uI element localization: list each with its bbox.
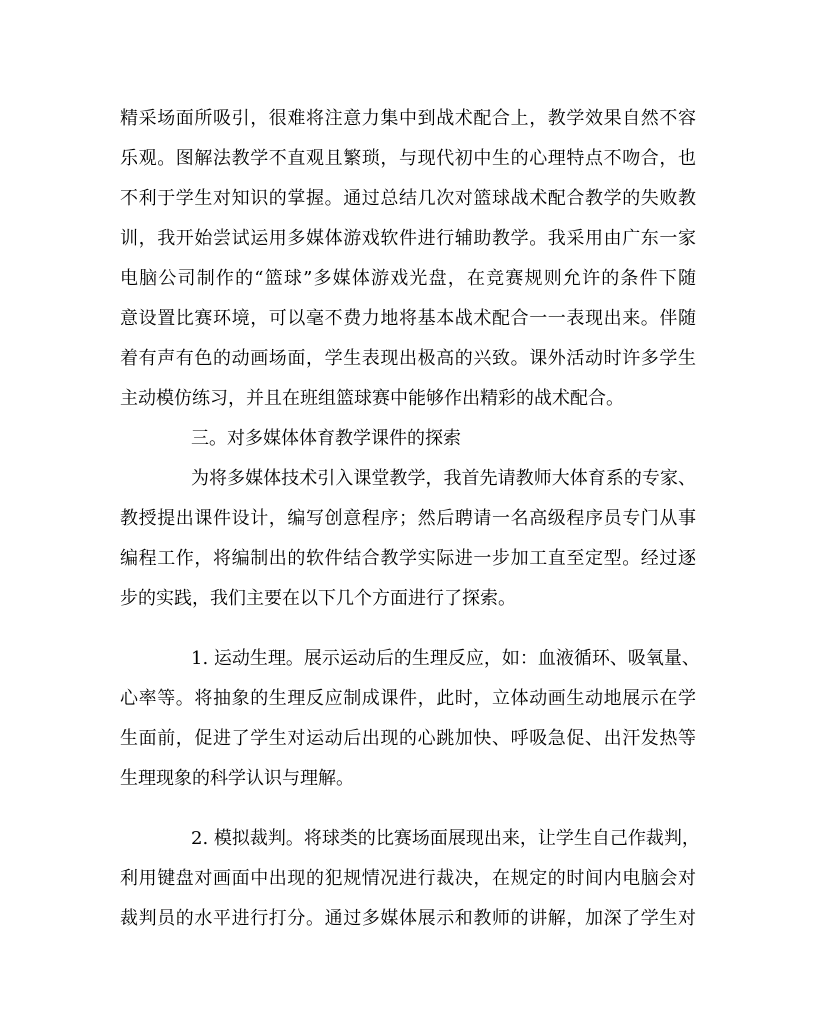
paragraph-line: 步的实践，我们主要在以下几个方面进行了探索。 xyxy=(120,588,516,609)
paragraph-line: 着有声有色的动画场面，学生表现出极高的兴致。课外活动时许多学生 xyxy=(120,348,696,369)
paragraph-line: 生理现象的科学认识与理解。 xyxy=(120,768,354,789)
paragraph-line: 编程工作，将编制出的软件结合教学实际进一步加工直至定型。经过逐 xyxy=(120,548,696,569)
paragraph-line: 为将多媒体技术引入课堂教学，我首先请教师大体育系的专家、 xyxy=(191,468,696,489)
paragraph-line: 裁判员的水平进行打分。通过多媒体展示和教师的讲解，加深了学生对 xyxy=(120,908,696,929)
list-item-line: 1. 运动生理。展示运动后的生理反应，如：血液循环、吸氧量、 xyxy=(191,648,700,669)
paragraph-line: 精采场面所吸引，很难将注意力集中到战术配合上，教学效果自然不容 xyxy=(120,108,696,129)
paragraph-line: 意设置比赛环境，可以毫不费力地将基本战术配合一一表现出来。伴随 xyxy=(120,308,696,329)
paragraph-line: 心率等。将抽象的生理反应制成课件，此时，立体动画生动地展示在学 xyxy=(120,688,696,709)
paragraph-line: 主动模仿练习，并且在班组篮球赛中能够作出精彩的战术配合。 xyxy=(120,388,624,409)
paragraph-line: 不利于学生对知识的掌握。通过总结几次对篮球战术配合教学的失败教 xyxy=(120,188,696,209)
paragraph-line: 教授提出课件设计，编写创意程序；然后聘请一名高级程序员专门从事 xyxy=(120,508,696,529)
paragraph-line: 电脑公司制作的“篮球”多媒体游戏光盘，在竞赛规则允许的条件下随 xyxy=(120,268,696,289)
paragraph-line: 乐观。图解法教学不直观且繁琐，与现代初中生的心理特点不吻合，也 xyxy=(120,148,696,169)
list-item-line: 2. 模拟裁判。将球类的比赛场面展现出来，让学生自己作裁判， xyxy=(191,828,700,849)
paragraph-line: 训，我开始尝试运用多媒体游戏软件进行辅助教学。我采用由广东一家 xyxy=(120,228,696,249)
paragraph-line: 利用键盘对画面中出现的犯规情况进行裁决，在规定的时间内电脑会对 xyxy=(120,868,696,889)
section-heading: 三。对多媒体体育教学课件的探索 xyxy=(191,428,461,449)
paragraph-line: 生面前，促进了学生对运动后出现的心跳加快、呼吸急促、出汗发热等 xyxy=(120,728,696,749)
